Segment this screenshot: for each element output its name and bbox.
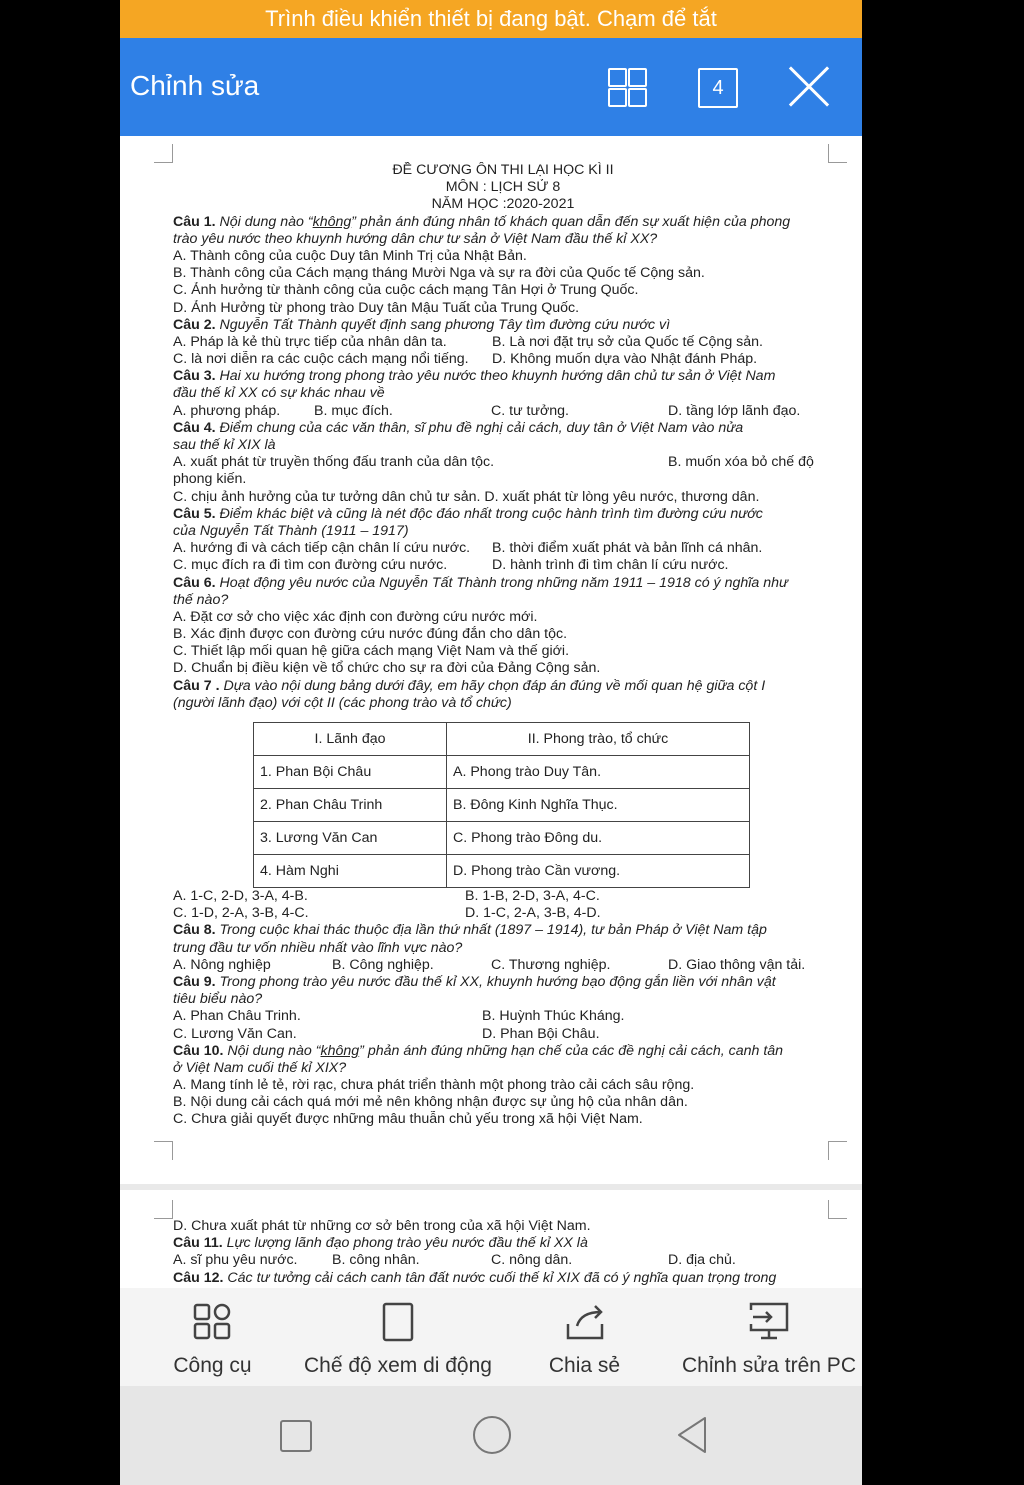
answer: B. Thành công của Cách mạng tháng Mười Nga và sự ra đời của Quốc tế Cộng sản. [173, 265, 705, 282]
table-cell: C. Phong trào Đông du. [447, 822, 750, 855]
mobile-view-label: Chế độ xem di động [304, 1354, 492, 1377]
answer: B. Xác định được con đường cứu nước đúng đắn cho dân tộc. [173, 626, 568, 643]
page-corner-mark [154, 1200, 173, 1219]
question-8-line2: trung đầu tư vốn nhiều nhất vào lĩnh vực nào? [173, 939, 463, 956]
answer-row: C. 1-D, 2-A, 3-B, 4-C. D. 1-C, 2-A, 3-B, 4-D. [173, 905, 601, 922]
table-cell: 1. Phan Bội Châu [254, 756, 447, 789]
bottom-toolbar [120, 1288, 862, 1386]
system-navigation-bar [120, 1386, 862, 1485]
answer-row: A. hướng đi và cách tiếp cận chân lí cứu nước. B. thời điểm xuất phát và bản lĩnh cá nhân. [173, 540, 763, 557]
page-corner-mark [828, 1141, 847, 1160]
answer-row: A. sĩ phu yêu nước. B. công nhân. C. nông dân. D. địa chủ. [173, 1252, 736, 1269]
answer-row: A. xuất phát từ truyền thống đấu tranh của dân tộc. B. muốn xóa bỏ chế độ [173, 454, 814, 471]
question-5: Câu 5. Điểm khác biệt và cũng là nét độc đáo nhất trong cuộc hành trình tìm đường cứu nước [173, 505, 763, 522]
question-3: Câu 3. Hai xu hướng trong phong trào yêu nước theo khuynh hướng dân chủ tư sản ở Việt Nam [173, 368, 776, 385]
answer: phong kiến. [173, 471, 247, 488]
leaders-table [253, 722, 750, 888]
table-cell: A. Phong trào Duy Tân. [447, 756, 750, 789]
doc-title: ĐỀ CƯƠNG ÔN THI LẠI HỌC KÌ II [392, 162, 614, 178]
question-1: Câu 1. Nội dung nào “không” phản ánh đúng nhân tố khách quan dẫn đến sự xuất hiện của phong [173, 213, 791, 230]
question-7-line2: (người lãnh đạo) với cột II (các phong trào và tổ chức) [173, 694, 512, 711]
table-cell: B. Đông Kinh Nghĩa Thục. [447, 789, 750, 822]
back-icon[interactable] [675, 1416, 709, 1459]
page-count-icon[interactable]: 4 [698, 68, 738, 108]
tools-button[interactable] [160, 1288, 265, 1386]
question-3-line2: đầu thế kỉ XX có sự khác nhau về [173, 385, 385, 402]
question-6-line2: thế nào? [173, 591, 229, 608]
doc-subject: MÔN : LỊCH SỬ 8 [445, 179, 561, 196]
question-4: Câu 4. Điểm chung của các văn thân, sĩ phu đề nghị cải cách, duy tân ở Việt Nam vào nửa [173, 419, 744, 436]
answer: C. Chưa giải quyết được những mâu thuẫn chủ yếu trong xã hội Việt Nam. [173, 1111, 643, 1128]
question-11: Câu 11. Lực lượng lãnh đạo phong trào yêu nước đầu thế kỉ XX là [173, 1235, 588, 1252]
table-header: I. Lãnh đạo [254, 723, 447, 756]
page-corner-mark [154, 1141, 173, 1160]
table-header-row [254, 723, 750, 756]
answer: C. Thiết lập mối quan hệ giữa cách mạng Việt Nam và thế giới. [173, 643, 570, 660]
table-row [254, 789, 750, 822]
mobile-view-icon [378, 1302, 418, 1342]
table-header: II. Phong trào, tổ chức [447, 723, 750, 756]
question-7: Câu 7 . Dựa vào nội dung bảng dưới đây, em hãy chọn đáp án đúng về mối quan hệ giữa cột I [173, 677, 766, 694]
table-row [254, 756, 750, 789]
answer: B. Nội dung cải cách quá mới mẻ nên không nhận được sự ủng hộ của nhân dân. [173, 1094, 688, 1111]
tools-icon [193, 1302, 233, 1342]
document-content [173, 162, 833, 1129]
share-label: Chia sẻ [548, 1354, 621, 1377]
recent-apps-icon[interactable] [280, 1420, 312, 1452]
question-4-line2: sau thế kỉ XIX là [173, 437, 276, 453]
answer: A. Đặt cơ sở cho việc xác định con đường cứu nước mới. [173, 608, 538, 625]
question-12: Câu 12. Các tư tưởng cải cách canh tân đất nước cuối thế kỉ XIX đã có ý nghĩa quan trọng trong [173, 1269, 777, 1286]
tools-label: Công cụ [173, 1354, 252, 1377]
question-9-line2: tiêu biểu nào? [173, 991, 263, 1008]
table-cell: 2. Phan Châu Trinh [254, 789, 447, 822]
table-cell: D. Phong trào Cần vương. [447, 855, 750, 888]
app-bar [120, 38, 862, 136]
doc-year: NĂM HỌC :2020-2021 [431, 196, 575, 213]
answer-row: A. 1-C, 2-D, 3-A, 4-B. B. 1-B, 2-D, 3-A, 4-C. [173, 888, 600, 904]
answer: A. Mang tính lẻ tẻ, rời rạc, chưa phát triển thành một phong trào cải cách sâu rộng. [173, 1077, 695, 1094]
driver-notice-banner[interactable]: Trình điều khiển thiết bị đang bật. Chạm để tắt [120, 0, 862, 38]
answer-row: C. Lương Văn Can. D. Phan Bội Châu. [173, 1025, 600, 1042]
grid-view-icon[interactable] [608, 68, 648, 108]
table-row [254, 855, 750, 888]
share-button[interactable] [532, 1288, 637, 1386]
document-page-1 [120, 136, 862, 1184]
document-page-2 [120, 1190, 862, 1290]
answer-row: C. là nơi diễn ra các cuộc cách mạng nổi tiếng. D. Không muốn dựa vào Nhật đánh Pháp. [173, 351, 758, 368]
answer: D. Chuẩn bị điều kiện về tổ chức cho sự ra đời của Đảng Cộng sản. [173, 660, 601, 677]
page-corner-mark [828, 1200, 847, 1219]
question-1-line2: trào yêu nước theo khuynh hướng dân chư tư sản ở Việt Nam đầu thế kỉ XX? [173, 230, 658, 247]
question-5-line2: của Nguyễn Tất Thành (1911 – 1917) [173, 522, 409, 539]
answer-row: A. Pháp là kẻ thù trực tiếp của nhân dân ta. B. Là nơi đặt trụ sở của Quốc tế Cộng sản. [173, 333, 763, 350]
page-corner-mark [828, 144, 847, 163]
home-icon[interactable] [473, 1416, 511, 1454]
share-icon [565, 1302, 605, 1342]
mobile-view-button[interactable] [300, 1288, 496, 1386]
answer-row: C. mục đích ra đi tìm con đường cứu nước. D. hành trình đi tìm chân lí cứu nước. [173, 557, 729, 574]
answer-row: A. phương pháp. B. mục đích. C. tư tưởng. D. tầng lớp lãnh đạo. [173, 402, 801, 419]
monitor-icon [749, 1302, 789, 1342]
edit-on-pc-label: Chỉnh sửa trên PC [682, 1354, 856, 1377]
edit-on-pc-button[interactable] [676, 1288, 862, 1386]
phone-screen [120, 0, 862, 1485]
close-icon[interactable] [788, 66, 830, 108]
answer: C. Ảnh hưởng từ thành công của cuộc cách mạng Tân Hợi ở Trung Quốc. [173, 282, 639, 299]
answer-row: A. Nông nghiệp B. Công nghiệp. C. Thương nghiệp. D. Giao thông vận tải. [173, 956, 806, 973]
app-bar-title: Chỉnh sửa [130, 70, 260, 101]
question-6: Câu 6. Hoạt động yêu nước của Nguyễn Tất Thành trong những năm 1911 – 1918 có ý nghĩa như [173, 574, 789, 591]
document-content [173, 1218, 833, 1287]
question-10-line2: ở Việt Nam cuối thế kỉ XIX? [173, 1059, 347, 1076]
page-corner-mark [154, 144, 173, 163]
table-cell: 3. Lương Văn Can [254, 822, 447, 855]
table-cell: 4. Hàm Nghi [254, 855, 447, 888]
answer-row: A. Phan Châu Trinh. B. Huỳnh Thúc Kháng. [173, 1008, 625, 1025]
question-2: Câu 2. Nguyễn Tất Thành quyết định sang phương Tây tìm đường cứu nước vì [173, 316, 671, 333]
answer: D. Chưa xuất phát từ những cơ sở bên trong của xã hội Việt Nam. [173, 1218, 591, 1234]
question-10: Câu 10. Nội dung nào “không” phản ánh đúng những hạn chế của các đề nghị cải cách, canh tân [173, 1042, 784, 1059]
answer: A. Thành công của cuộc Duy tân Minh Trị của Nhật Bản. [173, 247, 527, 264]
answer: C. chịu ảnh hưởng của tư tưởng dân chủ tư sản. D. xuất phát từ lòng yêu nước, thương dân. [173, 488, 760, 505]
question-9: Câu 9. Trong phong trào yêu nước đầu thế kỉ XX, khuynh hướng bạo động gắn liền với nhân vật [173, 973, 776, 990]
question-8: Câu 8. Trong cuộc khai thác thuộc địa lần thứ nhất (1897 – 1914), tư bản Pháp ở Việt Nam tập [173, 922, 767, 939]
table-row [254, 822, 750, 855]
answer: D. Ảnh Hưởng từ phong trào Duy tân Mậu Tuất của Trung Quốc. [173, 299, 580, 316]
